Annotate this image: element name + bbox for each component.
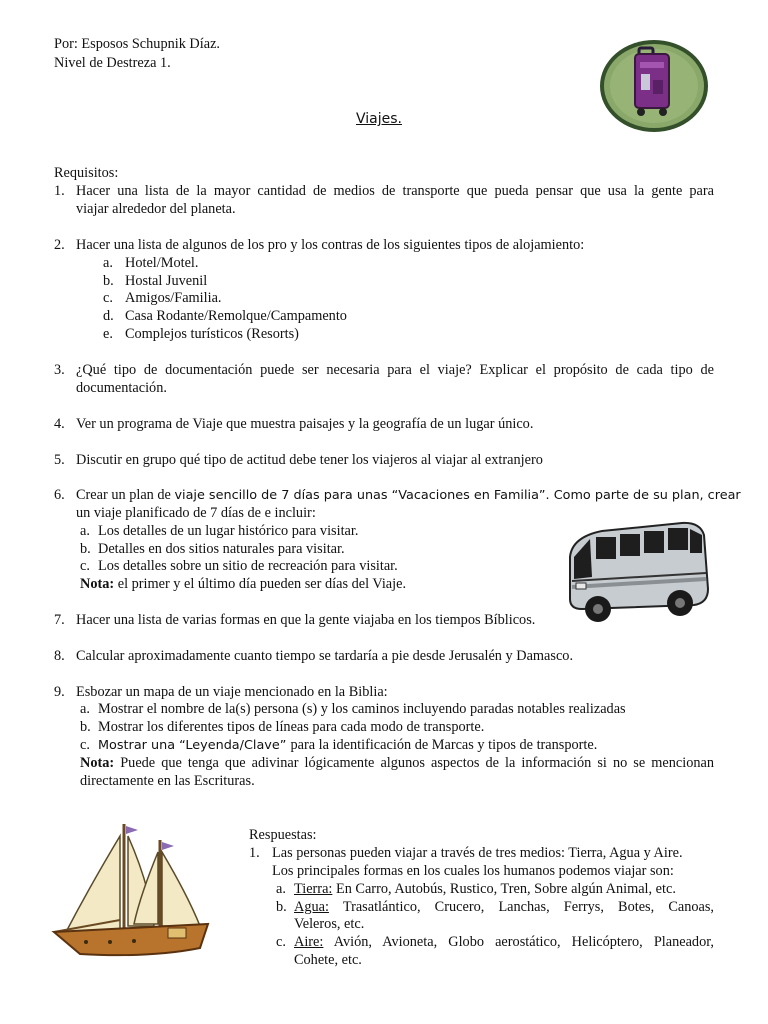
item-text: Esbozar un mapa de un viaje mencionado en la Biblia: [76,684,388,700]
item-text: Ver un programa de Viaje que muestra paisajes y la geografía de un lugar único. [76,416,534,432]
bus-icon [562,517,712,629]
sub-marker: b. [103,273,114,289]
sub-item: Detalles en dos sitios naturales para visitar. [98,541,345,557]
item-text: un viaje planificado de 7 días de e incluir: [76,505,316,521]
item-text: Hacer una lista de varias formas en que la gente viajaba en los tiempos Bíblicos. [76,612,536,628]
sub-item: Amigos/Familia. [125,290,222,306]
item-number: 6. [54,487,65,503]
item-number: 1. [54,183,65,199]
item-number: 4. [54,416,65,432]
sub-marker: d. [103,308,114,324]
item-number: 5. [54,452,65,468]
answer-marker: b. [276,899,287,915]
answer-number: 1. [249,845,260,861]
answer-item-agua-cont: Veleros, etc. [294,916,365,932]
item-number: 2. [54,237,65,253]
sub-item: Casa Rodante/Remolque/Campamento [125,308,347,324]
item-text: Crear un plan de viaje sencillo de 7 días para unas “Vacaciones en Familia”. Como parte de su plan, crear [76,487,741,503]
item-text: viajar alrededor del planeta. [76,201,236,217]
sub-marker: a. [80,523,90,539]
sub-item: Los detalles sobre un sitio de recreación para visitar. [98,558,398,574]
item-text: Hacer una lista de la mayor cantidad de medios de transporte que pueda pensar que usa la gente para [76,183,714,199]
sub-marker: a. [103,255,113,271]
sub-marker: b. [80,541,91,557]
item-number: 8. [54,648,65,664]
answer-marker: c. [276,934,286,950]
answer-text: Los principales formas en los cuales los humanos podemos viajar son: [272,863,674,879]
skill-level: Nivel de Destreza 1. [54,55,171,71]
sailing-ship-icon [50,816,212,966]
sub-item: Mostrar los diferentes tipos de líneas para cada modo de transporte. [98,719,485,735]
sub-item: Hotel/Motel. [125,255,199,271]
requisitos-label: Requisitos: [54,165,119,181]
sub-marker: c. [103,290,113,306]
item-text: Hacer una lista de algunos de los pro y los contras de los siguientes tipos de alojamiento: [76,237,585,253]
item-text: Calcular aproximadamente cuanto tiempo se tardaría a pie desde Jerusalén y Damasco. [76,648,574,664]
sub-marker: c. [80,737,90,753]
sub-marker: b. [80,719,91,735]
suitcase-badge-icon [598,38,710,134]
answer-text: Las personas pueden viajar a través de tres medios: Tierra, Agua y Aire. [272,845,683,861]
sub-marker: a. [80,701,90,717]
respuestas-label: Respuestas: [249,827,317,843]
sub-item: Los detalles de un lugar histórico para visitar. [98,523,359,539]
note: Nota: el primer y el último día pueden ser días del Viaje. [80,576,407,592]
item-text: ¿Qué tipo de documentación puede ser necesaria para el viaje? Explicar el propósito de cada tipo de [76,362,714,378]
author-line: Por: Esposos Schupnik Díaz. [54,36,220,52]
sub-item: Complejos turísticos (Resorts) [125,326,299,342]
item-text: Discutir en grupo qué tipo de actitud debe tener los viajeros al viajar al extranjero [76,452,543,468]
item-number: 3. [54,362,65,378]
sub-item: Mostrar una “Leyenda/Clave” para la identificación de Marcas y tipos de transporte. [98,737,598,753]
note-continued: directamente en las Escrituras. [80,773,255,789]
sub-marker: e. [103,326,113,342]
sub-item: Mostrar el nombre de la(s) persona (s) y los caminos incluyendo paradas notables realizadas [98,701,626,717]
sub-marker: c. [80,558,90,574]
answer-marker: a. [276,881,286,897]
item-number: 7. [54,612,65,628]
answer-item-aire-cont: Cohete, etc. [294,952,362,968]
page-title: Viajes. [356,111,402,127]
sub-item: Hostal Juvenil [125,273,208,289]
answer-item-aire: Aire: Avión, Avioneta, Globo aerostático, Helicóptero, Planeador, [294,934,714,950]
answer-item-agua: Agua: Trasatlántico, Crucero, Lanchas, Ferrys, Botes, Canoas, [294,899,714,915]
item-number: 9. [54,684,65,700]
note: Nota: Puede que tenga que adivinar lógicamente algunos aspectos de la información si no se mencionan [80,755,714,771]
item-text: documentación. [76,380,167,396]
answer-item-tierra: Tierra: En Carro, Autobús, Rustico, Tren, Sobre algún Animal, etc. [294,881,676,897]
